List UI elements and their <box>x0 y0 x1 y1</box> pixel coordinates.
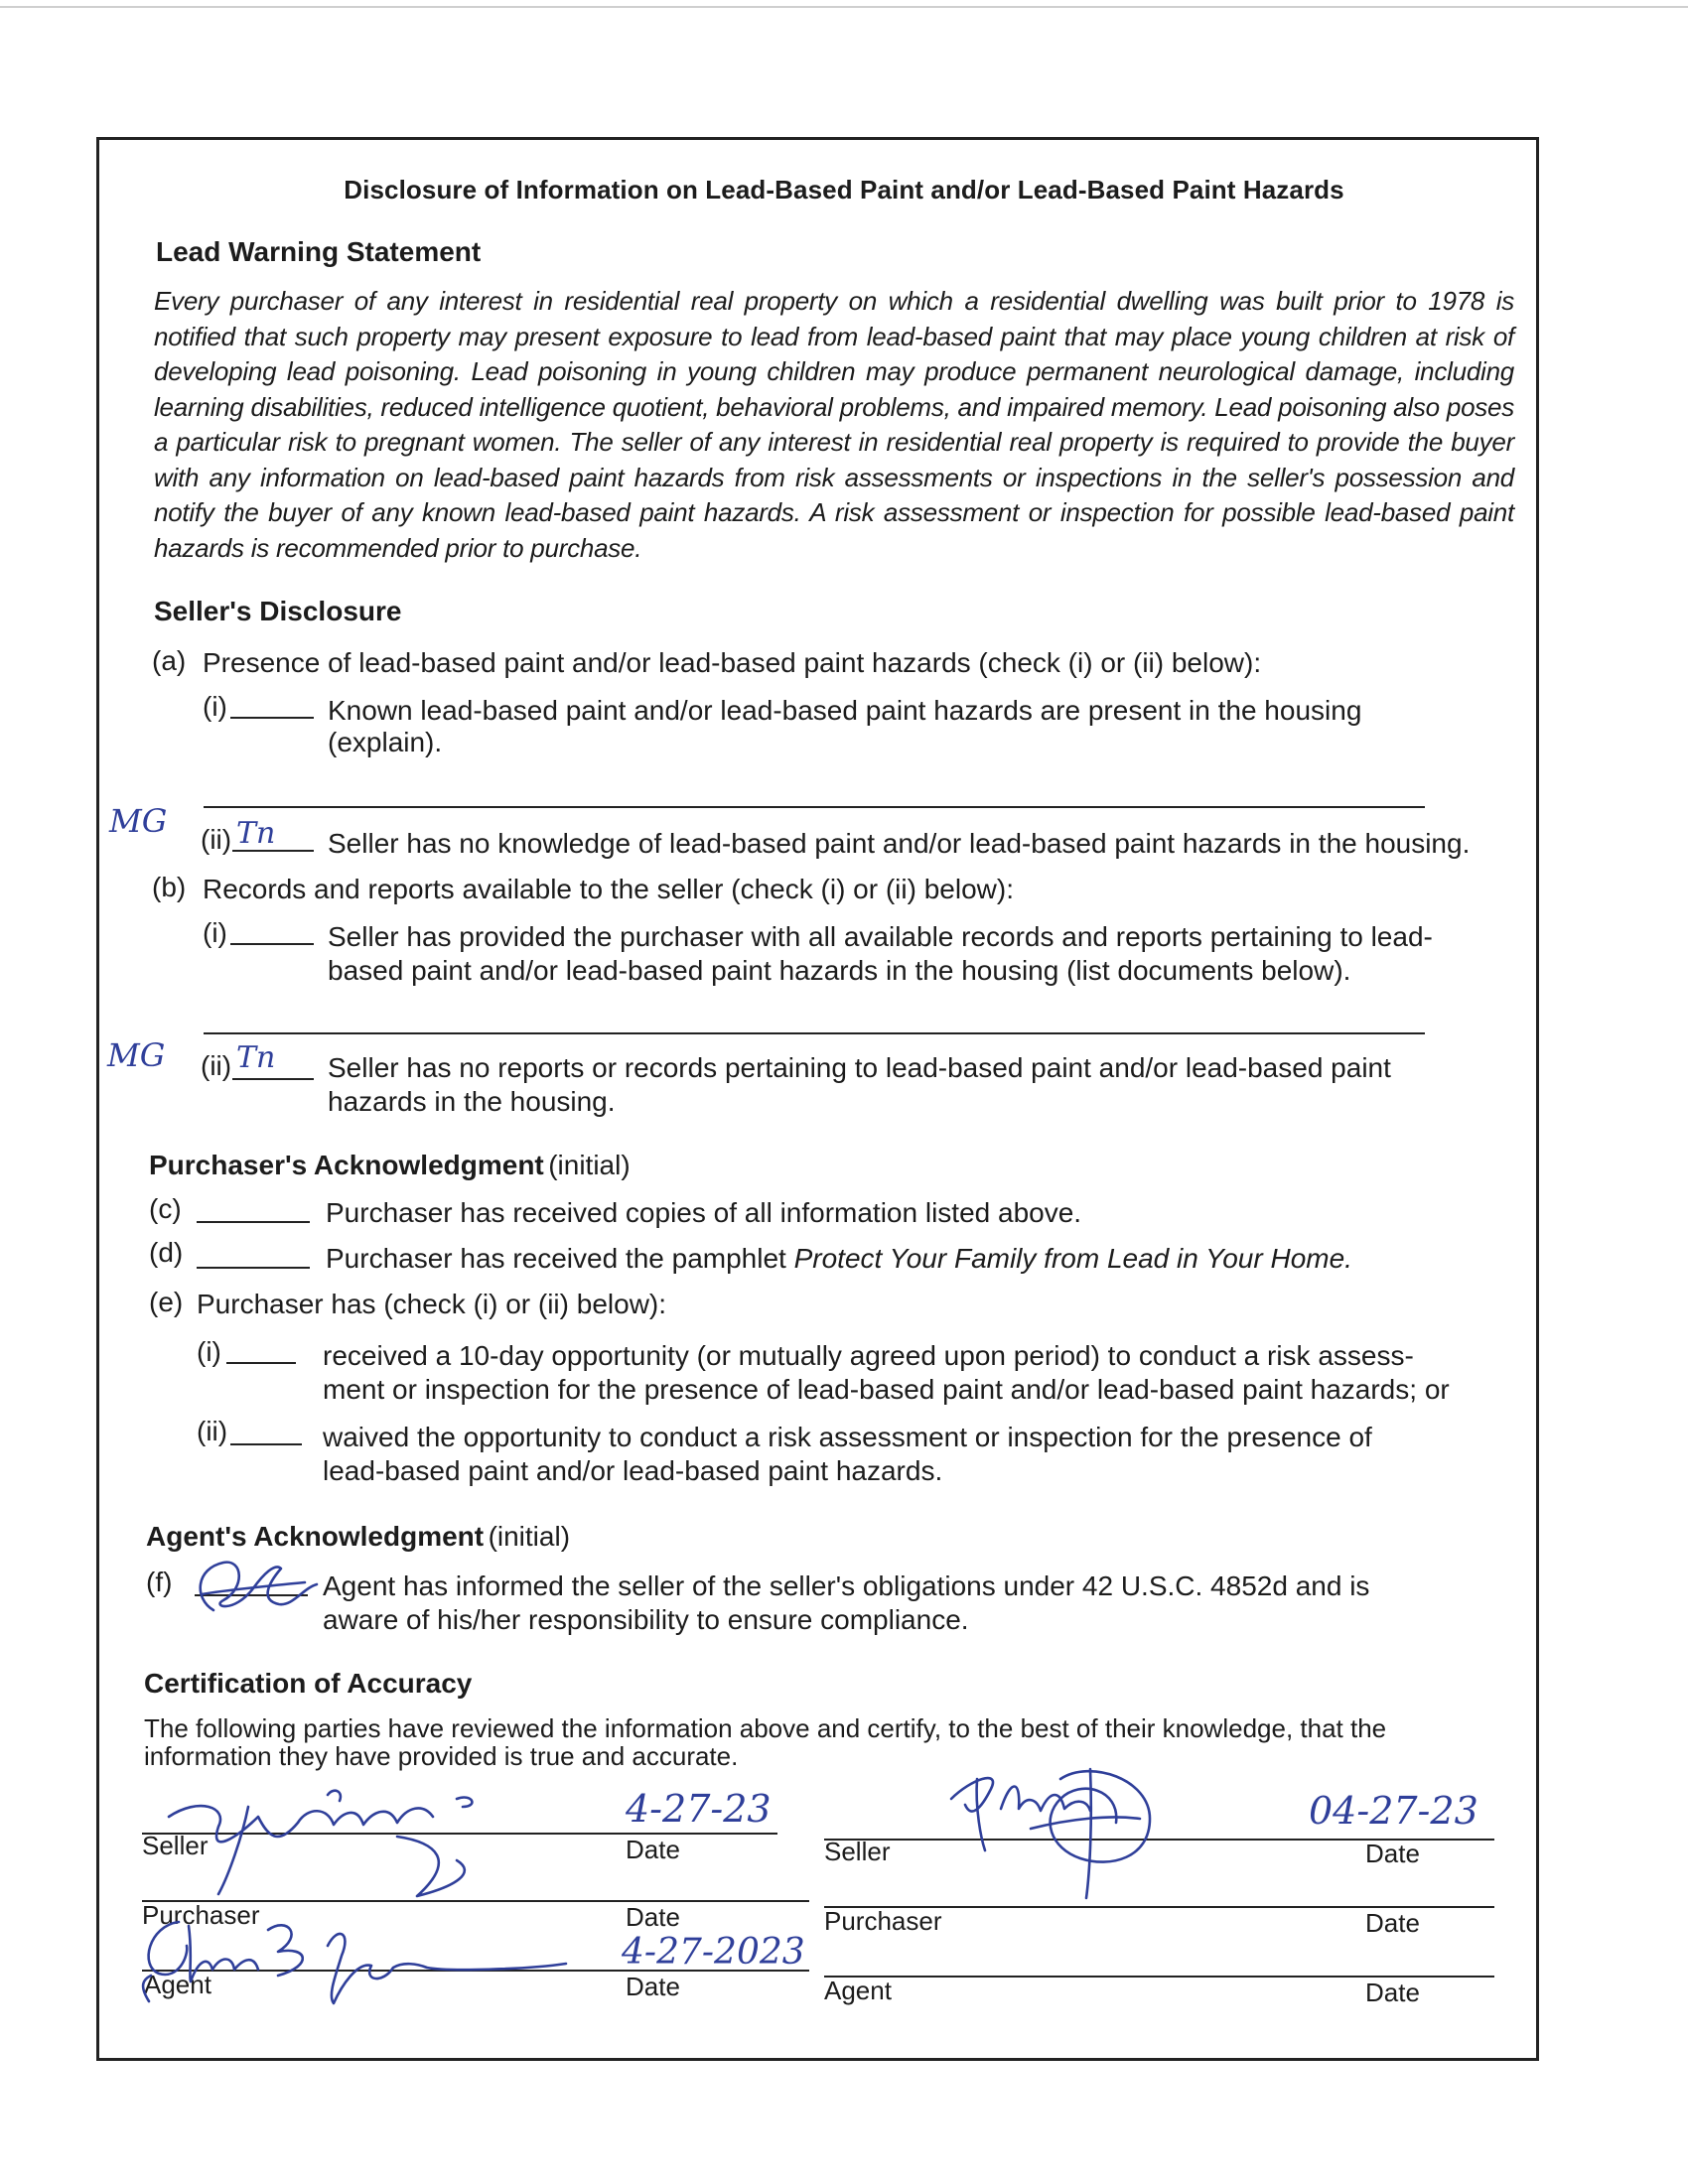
item-d-text-plain: Purchaser has received the pamphlet <box>326 1243 786 1274</box>
item-d-blank[interactable] <box>197 1267 310 1269</box>
certification-text1: The following parties have reviewed the information above and certify, to the best of their knowledge, that the <box>144 1713 1387 1743</box>
purchaser-ack-heading <box>149 1150 631 1181</box>
lead-warning-text: Every purchaser of any interest in residential real property on which a residential dwelling was built prior to 1978 is notified that such property may present exposure to lead from lead-based paint that may place young children at risk of developing lead poisoning. Lead poisoning in young children may produce permanent neurological damage, including learning disabilities, reduced intelligence quotient, behavioral problems, and impaired memory. Lead poisoning also poses a particular risk to pregnant women. The seller of any interest in residential real property is required to provide the buyer with any information on lead-based paint hazards from risk assessments or inspections in the seller's possession and notify the buyer of any known lead-based paint hazards. A risk assessment or inspection for possible lead-based paint hazards is recommended prior to purchase. <box>154 286 1514 563</box>
item-a-label: (a) <box>152 645 187 676</box>
purchaser2-date-label: Date <box>1365 1908 1420 1938</box>
purchaser-ack-title: Purchaser's Acknowledgment <box>149 1150 544 1180</box>
item-a-i-text1: Known lead-based paint and/or lead-based paint hazards are present in the housing <box>328 695 1362 726</box>
item-d-text <box>326 1243 1352 1275</box>
item-e-i-text1: received a 10-day opportunity (or mutually agreed upon period) to conduct a risk assess- <box>323 1340 1414 1371</box>
item-c-label: (c) <box>149 1193 182 1224</box>
seller1-date-label: Date <box>626 1835 680 1864</box>
item-a-text: Presence of lead-based paint and/or lead-based paint hazards (check (i) or (ii) below): <box>203 647 1262 678</box>
item-e-label: (e) <box>149 1287 184 1317</box>
seller2-date-label: Date <box>1365 1839 1420 1868</box>
pamphlet-title: Protect Your Family from Lead in Your Home. <box>793 1243 1352 1274</box>
item-e-ii-blank[interactable] <box>230 1443 302 1445</box>
item-a-i-label: (i) <box>203 691 227 722</box>
agent2-label: Agent <box>824 1976 892 2005</box>
item-e-ii-label: (ii) <box>197 1416 228 1446</box>
item-b-ii-label: (ii) <box>201 1050 232 1081</box>
item-b-ii-text2: hazards in the housing. <box>328 1086 616 1117</box>
item-b-i-text1: Seller has provided the purchaser with all available records and reports pertaining to lead- <box>328 921 1433 952</box>
margin-initials-1: MG <box>109 802 168 840</box>
agent-initials-signature <box>184 1549 323 1628</box>
item-e-i-blank[interactable] <box>226 1362 296 1364</box>
item-c-blank[interactable] <box>197 1221 310 1223</box>
item-b-label: (b) <box>152 872 187 902</box>
margin-initials-2: MG <box>107 1036 166 1074</box>
item-a-i-blank[interactable] <box>230 717 314 719</box>
purchaser2-label: Purchaser <box>824 1906 942 1936</box>
item-f-text2: aware of his/her responsibility to ensure compliance. <box>323 1604 969 1635</box>
item-e-text: Purchaser has (check (i) or (ii) below): <box>197 1289 667 1319</box>
agent2-date-label: Date <box>1365 1978 1420 2007</box>
agent1-label: Agent <box>144 1970 211 1999</box>
item-b-i-text2: based paint and/or lead-based paint hazards in the housing (list documents below). <box>328 955 1351 986</box>
item-b-documents-line[interactable] <box>204 1032 1425 1034</box>
seller1-label: Seller <box>142 1831 209 1860</box>
item-e-ii-text2: lead-based paint and/or lead-based paint hazards. <box>323 1455 943 1486</box>
item-f-label: (f) <box>146 1567 173 1597</box>
item-a-ii-initials: Tn <box>236 816 276 851</box>
item-b-text: Records and reports available to the seller (check (i) or (ii) below): <box>203 874 1014 904</box>
item-a-ii-label: (ii) <box>201 824 232 855</box>
scan-edge-line <box>0 6 1688 8</box>
seller2-date: 04-27-23 <box>1309 1789 1478 1833</box>
item-b-i-blank[interactable] <box>230 943 314 945</box>
seller2-signature <box>941 1739 1170 1908</box>
seller2-label: Seller <box>824 1837 891 1866</box>
lead-warning-heading: Lead Warning Statement <box>156 236 482 267</box>
item-b-i-label: (i) <box>203 917 227 948</box>
agent-date: 4-27-2023 <box>622 1932 805 1973</box>
purchaser1-label: Purchaser <box>142 1900 260 1930</box>
seller1-date: 4-27-23 <box>626 1787 772 1831</box>
agent-ack-title: Agent's Acknowledgment <box>146 1521 485 1552</box>
page-title: Disclosure of Information on Lead-Based Paint and/or Lead-Based Paint Hazards <box>344 175 1344 205</box>
agent-ack-initial-note: (initial) <box>488 1521 571 1552</box>
seller1-signature <box>159 1777 496 1906</box>
item-c-text: Purchaser has received copies of all information listed above. <box>326 1197 1082 1228</box>
agent1-date-label: Date <box>626 1972 680 2001</box>
purchaser1-date-label: Date <box>626 1902 680 1932</box>
item-e-i-label: (i) <box>197 1336 221 1367</box>
agent-signature <box>129 1906 586 2015</box>
item-e-ii-text1: waived the opportunity to conduct a risk assessment or inspection for the presence of <box>323 1422 1372 1452</box>
item-f-text1: Agent has informed the seller of the seller's obligations under 42 U.S.C. 4852d and is <box>323 1570 1370 1601</box>
seller-disclosure-heading: Seller's Disclosure <box>154 596 402 626</box>
certification-text2: information they have provided is true and accurate. <box>144 1741 739 1771</box>
item-a-i-text2: (explain). <box>328 727 443 757</box>
item-a-ii-text: Seller has no knowledge of lead-based paint and/or lead-based paint hazards in the housing. <box>328 828 1471 859</box>
item-a-explain-line[interactable] <box>204 806 1425 808</box>
certification-heading: Certification of Accuracy <box>144 1668 473 1699</box>
item-b-ii-blank[interactable] <box>232 1078 314 1080</box>
item-d-label: (d) <box>149 1237 184 1268</box>
purchaser-ack-initial-note: (initial) <box>548 1150 631 1180</box>
item-b-ii-text1: Seller has no reports or records pertaining to lead-based paint and/or lead-based paint <box>328 1052 1391 1083</box>
item-e-i-text2: ment or inspection for the presence of lead-based paint and/or lead-based paint hazards; or <box>323 1374 1450 1405</box>
item-b-ii-initials: Tn <box>236 1040 276 1075</box>
